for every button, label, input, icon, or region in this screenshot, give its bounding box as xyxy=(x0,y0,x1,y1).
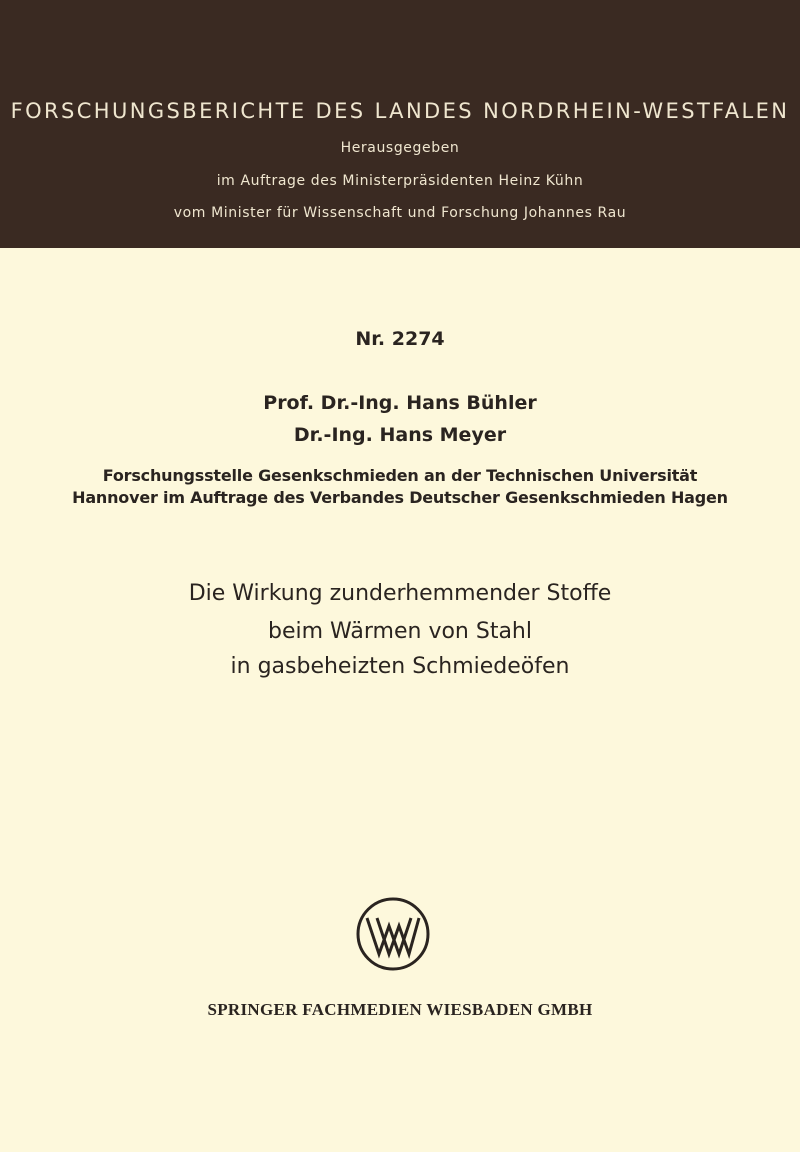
author-primary: Prof. Dr.-Ing. Hans Bühler xyxy=(263,392,537,414)
editor-line-commissioned: im Auftrage des Ministerpräsidenten Heinz Kühn xyxy=(216,173,584,189)
series-title: FORSCHUNGSBERICHTE DES LANDES NORDRHEIN-WESTFALEN xyxy=(10,99,790,123)
title-line-2: beim Wärmen von Stahl xyxy=(268,619,532,644)
publisher-name: SPRINGER FACHMEDIEN WIESBADEN GMBH xyxy=(207,1000,593,1019)
institution-line-2: Hannover im Auftrage des Verbandes Deutscher Gesenkschmieden Hagen xyxy=(72,488,728,507)
editor-line-minister: vom Minister für Wissenschaft und Forschung Johannes Rau xyxy=(173,205,627,221)
report-number: Nr. 2274 xyxy=(355,328,445,350)
editor-line-published: Herausgegeben xyxy=(340,140,460,156)
institution-line-1: Forschungsstelle Gesenkschmieden an der Technischen Universität xyxy=(102,466,698,485)
header-band xyxy=(0,0,800,248)
title-line-3: in gasbeheizten Schmiedeöfen xyxy=(230,654,570,679)
publisher-logo-icon xyxy=(355,896,431,972)
author-secondary: Dr.-Ing. Hans Meyer xyxy=(293,424,507,446)
title-line-1: Die Wirkung zunderhemmender Stoffe xyxy=(188,581,612,606)
